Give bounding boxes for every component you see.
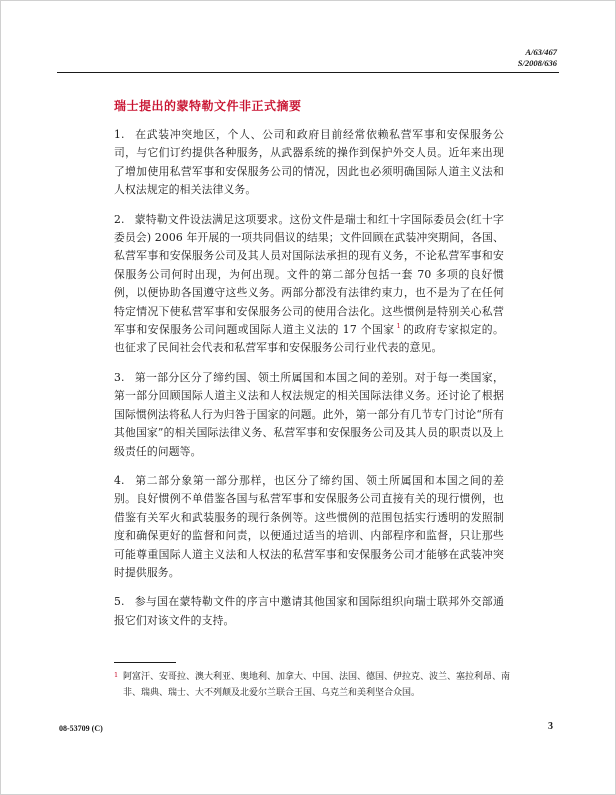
page-number: 3 xyxy=(548,721,553,732)
paragraph-number: 2. xyxy=(114,212,125,226)
paragraph-1 xyxy=(114,126,504,200)
footnote-reference[interactable]: 1 xyxy=(396,322,401,331)
paragraph-text: 第一部分区分了缔约国、领土所属国和本国之间的差别。对于每一类国家，第一部分回顾国际人道主义法和人权法规定的相关国际法律义务。还讨论了根据国际惯例法将私人行为归咎于国家的问题。此外，第一部分有几节专门讨论“所有其他国家”的相关国际法律义务、私营军事和安保服务公司及其人员的职责以及上级责任的问题等。 xyxy=(114,370,504,458)
document-symbol-ga: A/63/467 xyxy=(525,47,557,57)
document-code: 08-53709 (C) xyxy=(59,724,103,733)
document-symbol-sc: S/2008/636 xyxy=(517,58,557,68)
paragraph-5 xyxy=(114,593,504,630)
paragraph-2 xyxy=(114,211,504,358)
paragraph-text: 蒙特勒文件设法满足这项要求。这份文件是瑞士和红十字国际委员会(红十字委员会) 2006 年开展的一项共同倡议的结果；文件回顾在武装冲突期间，各国、私营军事和安保服务公司及其人员对国际法承担的现有义务，不论私营军事和安保服务公司何时出现，为何出现。文件的第二部分包括一套 70 多项的良好惯例，以便协助各国遵守这些义务。两部分都没有法律约束力，也不是为了在任何特定情况下使私营军事和安保服务公司的使用合法化。这些惯例是特别关心私营军事和安保服务公司问题或国际人道主义法的 17 个国家 xyxy=(114,212,504,337)
header-rule xyxy=(57,72,559,73)
footnote-divider xyxy=(114,662,176,663)
footnote-text: 阿富汗、安哥拉、澳大利亚、奥地利、加拿大、中国、法国、德国、伊拉克、波兰、塞拉利昂、南非、瑞典、瑞士、大不列颠及北爱尔兰联合王国、乌克兰和美利坚合众国。 xyxy=(123,672,511,698)
paragraph-text: 第二部分象第一部分那样，也区分了缔约国、领土所属国和本国之间的差别。良好惯例不单借鉴各国与私营军事和安保服务公司直接有关的现行惯例，也借鉴有关军火和武装服务的现行条例等。这些惯例的范围包括实行透明的发照制度和确保更好的监督和问责，以便通过适当的培训、内部程序和监督，只让那些可能尊重国际人道主义法和人权法的私营军事和安保服务公司才能够在武装冲突时提供服务。 xyxy=(114,473,504,579)
document-body xyxy=(114,126,504,641)
paragraph-number: 4. xyxy=(114,473,125,487)
footnote xyxy=(114,669,518,701)
paragraph-number: 3. xyxy=(114,370,125,384)
paragraph-number: 5. xyxy=(114,595,125,609)
paragraph-text-continued: 的政府专家拟定的。也征求了民间社会代表和私营军事和安保服务公司行业代表的意见。 xyxy=(114,323,504,355)
paragraph-4 xyxy=(114,472,504,582)
paragraph-number: 1. xyxy=(114,128,125,141)
document-symbol xyxy=(518,47,557,69)
footnote-mark: 1 xyxy=(114,671,119,679)
paragraph-3 xyxy=(114,369,504,461)
paragraph-text: 在武装冲突地区，个人、公司和政府目前经常依赖私营军事和安保服务公司，与它们订约提供各种服务，从武器系统的操作到保护外交人员。近年来出现了增加使用私营军事和安保服务公司的情况，因此也必须明确国际人道主义法和人权法规定的相关法律义务。 xyxy=(114,128,504,197)
page-title: 瑞士提出的蒙特勒文件非正式摘要 xyxy=(114,99,302,113)
paragraph-text: 参与国在蒙特勒文件的序言中邀请其他国家和国际组织向瑞士联邦外交部通报它们对该文件的支持。 xyxy=(114,595,504,627)
